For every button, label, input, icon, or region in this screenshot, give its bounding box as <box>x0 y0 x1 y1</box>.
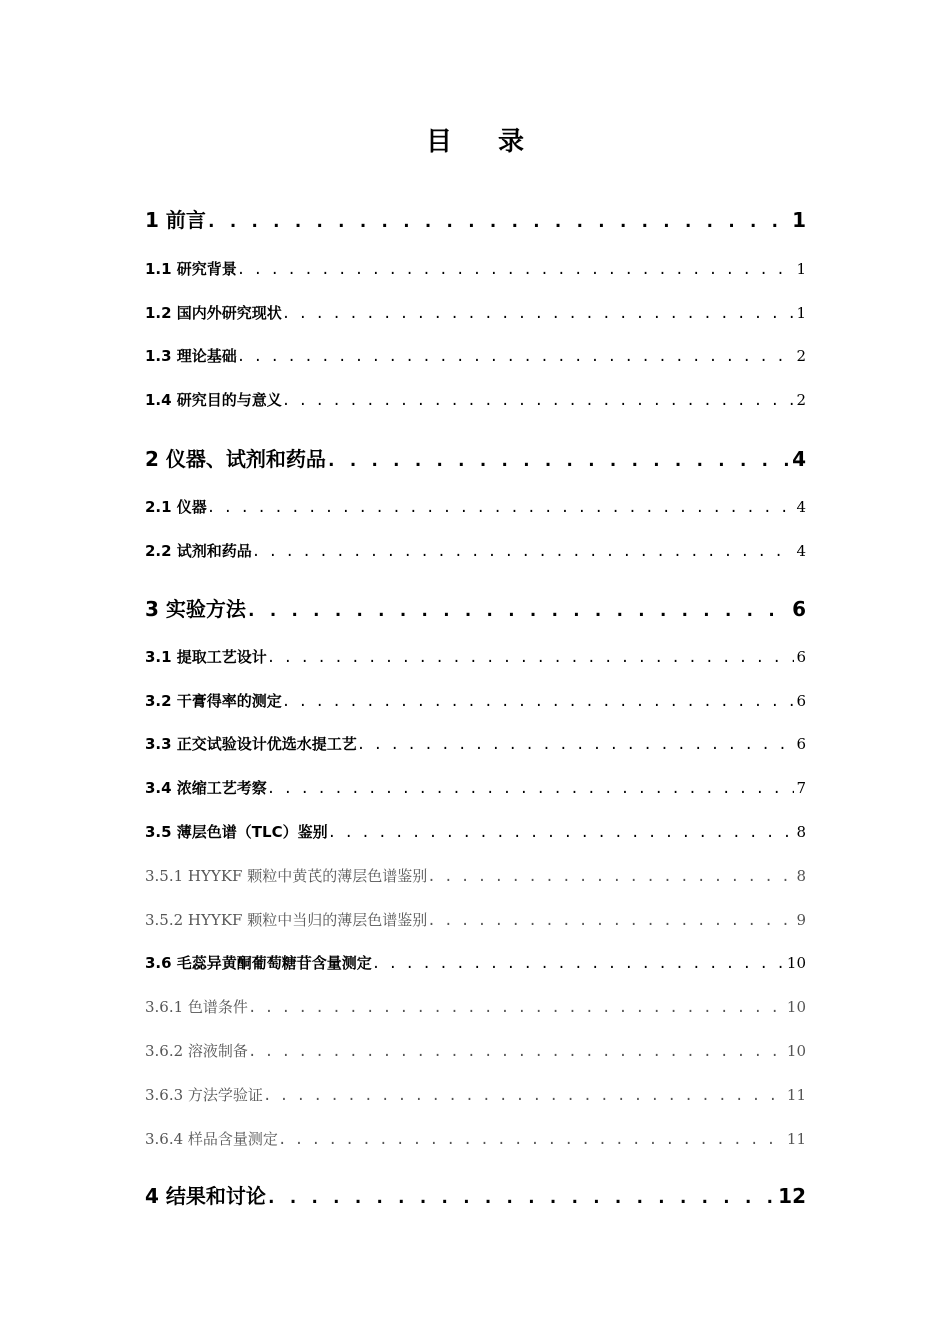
dot-leader <box>328 825 795 841</box>
page-title-left: 目 <box>425 127 452 157</box>
toc-entry-label: 3.5.1 HYYKF 颗粒中黄芪的薄层色谱鉴别 <box>145 867 428 885</box>
dot-leader <box>282 694 795 710</box>
toc-entry-label: 3.5 薄层色谱（TLC）鉴别 <box>145 823 328 841</box>
toc-entry-label: 1.4 研究目的与意义 <box>145 391 282 409</box>
toc-entry-3-6-3[interactable] <box>145 1084 806 1108</box>
toc-entry-label: 3.2 干膏得率的测定 <box>145 692 282 710</box>
dot-leader <box>267 781 795 797</box>
toc-entry-page: 4 <box>792 447 806 471</box>
toc-entry-1-2[interactable] <box>145 302 806 326</box>
dot-leader <box>427 913 794 929</box>
toc-entry-2-1[interactable] <box>145 496 806 520</box>
toc-entry-page: 10 <box>786 954 806 972</box>
toc-entry-label: 3.4 浓缩工艺考察 <box>145 779 267 797</box>
dot-leader <box>237 349 795 365</box>
toc-entry-label: 2 仪器、试剂和药品 <box>145 447 326 471</box>
dot-leader <box>282 306 795 322</box>
toc-entry-page: 10 <box>786 1042 806 1060</box>
toc-entry-page: 8 <box>796 867 806 885</box>
toc-entry-page: 10 <box>786 998 806 1016</box>
toc-entry-label: 1.1 研究背景 <box>145 260 237 278</box>
toc-entry-label: 3.5.2 HYYKF 颗粒中当归的薄层色谱鉴别 <box>145 911 428 929</box>
toc-entry-3-2[interactable] <box>145 690 806 714</box>
toc-entry-label: 3 实验方法 <box>145 597 246 621</box>
toc-entry-3-5-1[interactable] <box>145 865 806 889</box>
toc-entry-3-5[interactable] <box>145 821 806 845</box>
toc-entry-3-6-1[interactable] <box>145 996 806 1020</box>
toc-entry-label: 2.2 试剂和药品 <box>145 542 252 560</box>
toc-entry-page: 1 <box>796 304 806 322</box>
toc-entry-3-6-2[interactable] <box>145 1040 806 1064</box>
toc-entry-label: 3.6.2 溶液制备 <box>145 1042 248 1060</box>
toc-entry-label: 2.1 仪器 <box>145 498 207 516</box>
toc-entry-page: 6 <box>792 597 806 621</box>
toc-entry-label: 3.6.1 色谱条件 <box>145 998 248 1016</box>
toc-entry-1[interactable] <box>145 204 806 234</box>
toc-entry-3-6-4[interactable] <box>145 1128 806 1152</box>
toc-entry-label: 3.6.4 样品含量测定 <box>145 1130 278 1148</box>
toc-entry-page: 12 <box>778 1184 806 1208</box>
dot-leader <box>357 737 795 753</box>
dot-leader <box>282 393 795 409</box>
toc-entry-3-5-2[interactable] <box>145 909 806 933</box>
dot-leader <box>267 650 795 666</box>
toc-entry-page: 11 <box>786 1086 806 1104</box>
toc-entry-page: 6 <box>796 692 806 710</box>
toc-entry-label: 1 前言 <box>145 208 206 232</box>
toc-entry-label: 1.3 理论基础 <box>145 347 237 365</box>
toc-entry-label: 3.6.3 方法学验证 <box>145 1086 263 1104</box>
dot-leader <box>278 1132 785 1148</box>
toc-entry-2-2[interactable] <box>145 540 806 564</box>
toc-entry-1-3[interactable] <box>145 345 806 369</box>
dot-leader <box>266 1187 776 1208</box>
toc-entry-3-1[interactable] <box>145 646 806 670</box>
toc-entry-page: 6 <box>796 735 806 753</box>
toc-entry-page: 7 <box>796 779 806 797</box>
dot-leader <box>207 500 795 516</box>
dot-leader <box>326 450 790 471</box>
toc-entry-1-4[interactable] <box>145 389 806 413</box>
dot-leader <box>246 600 790 621</box>
dot-leader <box>206 211 790 232</box>
page-title-right: 录 <box>498 127 525 157</box>
dot-leader <box>372 956 785 972</box>
toc-entry-page: 1 <box>796 260 806 278</box>
toc-entry-3-3[interactable] <box>145 733 806 757</box>
toc-entry-page: 9 <box>796 911 806 929</box>
toc-entry-3-4[interactable] <box>145 777 806 801</box>
toc-entry-4[interactable] <box>145 1180 806 1210</box>
page-title <box>0 122 950 162</box>
toc-entry-page: 4 <box>796 498 806 516</box>
dot-leader <box>237 262 795 278</box>
toc-entry-2[interactable] <box>145 443 806 473</box>
toc-entry-label: 4 结果和讨论 <box>145 1184 266 1208</box>
toc-entry-page: 2 <box>796 347 806 365</box>
toc-entry-label: 3.3 正交试验设计优选水提工艺 <box>145 735 357 753</box>
toc-entry-page: 6 <box>796 648 806 666</box>
toc-entry-label: 1.2 国内外研究现状 <box>145 304 282 322</box>
toc-entry-3[interactable] <box>145 593 806 623</box>
toc-entry-label: 3.1 提取工艺设计 <box>145 648 267 666</box>
dot-leader <box>263 1088 785 1104</box>
toc-entry-page: 1 <box>792 208 806 232</box>
toc-entry-page: 8 <box>796 823 806 841</box>
dot-leader <box>252 544 795 560</box>
toc-entry-1-1[interactable] <box>145 258 806 282</box>
toc-entry-3-6[interactable] <box>145 952 806 976</box>
dot-leader <box>248 1000 785 1016</box>
toc-entry-page: 2 <box>796 391 806 409</box>
dot-leader <box>248 1044 785 1060</box>
toc-entry-label: 3.6 毛蕊异黄酮葡萄糖苷含量测定 <box>145 954 372 972</box>
dot-leader <box>427 869 794 885</box>
toc-entry-page: 11 <box>786 1130 806 1148</box>
toc-entry-page: 4 <box>796 542 806 560</box>
